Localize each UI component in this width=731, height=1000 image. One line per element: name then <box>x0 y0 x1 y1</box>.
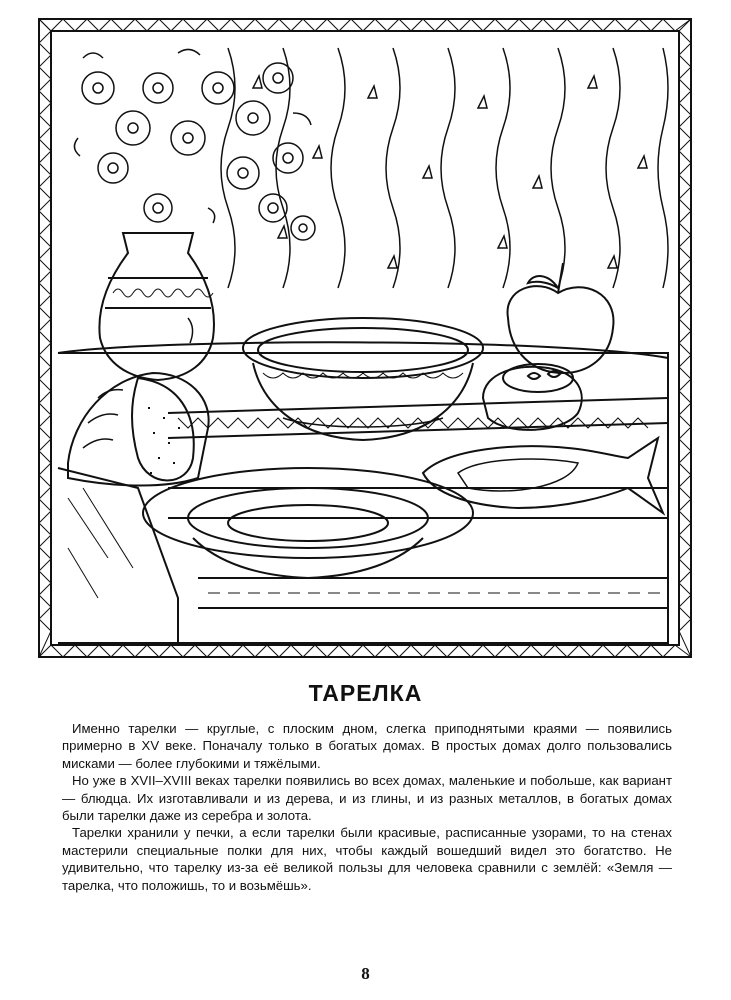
tablecloth <box>58 342 668 643</box>
page-title: ТАРЕЛКА <box>308 680 423 706</box>
bread <box>68 373 209 486</box>
curtain <box>221 48 668 288</box>
vase <box>99 233 214 380</box>
fish-dish <box>423 438 663 513</box>
body-text <box>62 720 672 894</box>
page-number: 8 <box>361 964 370 983</box>
bowl <box>243 318 483 440</box>
paragraph-2: Но уже в XVII–XVIII веках тарелки появились во всех домах, маленькие и побольше, как вариант — блюдца. Их изготавливали и из дерева, и из глины, и из разных металлов, в богатых домах были тарелки даже из серебра и золота. <box>62 773 672 824</box>
plate <box>143 468 473 578</box>
coloring-illustration <box>38 18 692 658</box>
paragraph-1: Именно тарелки — круглые, с плоским дном, слегка приподнятыми краями — появились примерно в XV веке. Поначалу только в богатых домах. В простых домах долго пользовались мисками — более глубокими и тяжёлыми. <box>62 721 672 771</box>
paragraph-3: Тарелки хранили у печки, а если тарелки были красивые, расписанные узорами, то на стенах мастерили специальные полки для них, чтобы каждый вошедший видел это богатство. Не удивительно, что тарелку из-за её великой пользы для человека сравнили с землёй: «Земля — тарелка, что положишь, то и возьмёшь». <box>62 825 672 893</box>
decorative-frame <box>39 19 691 657</box>
